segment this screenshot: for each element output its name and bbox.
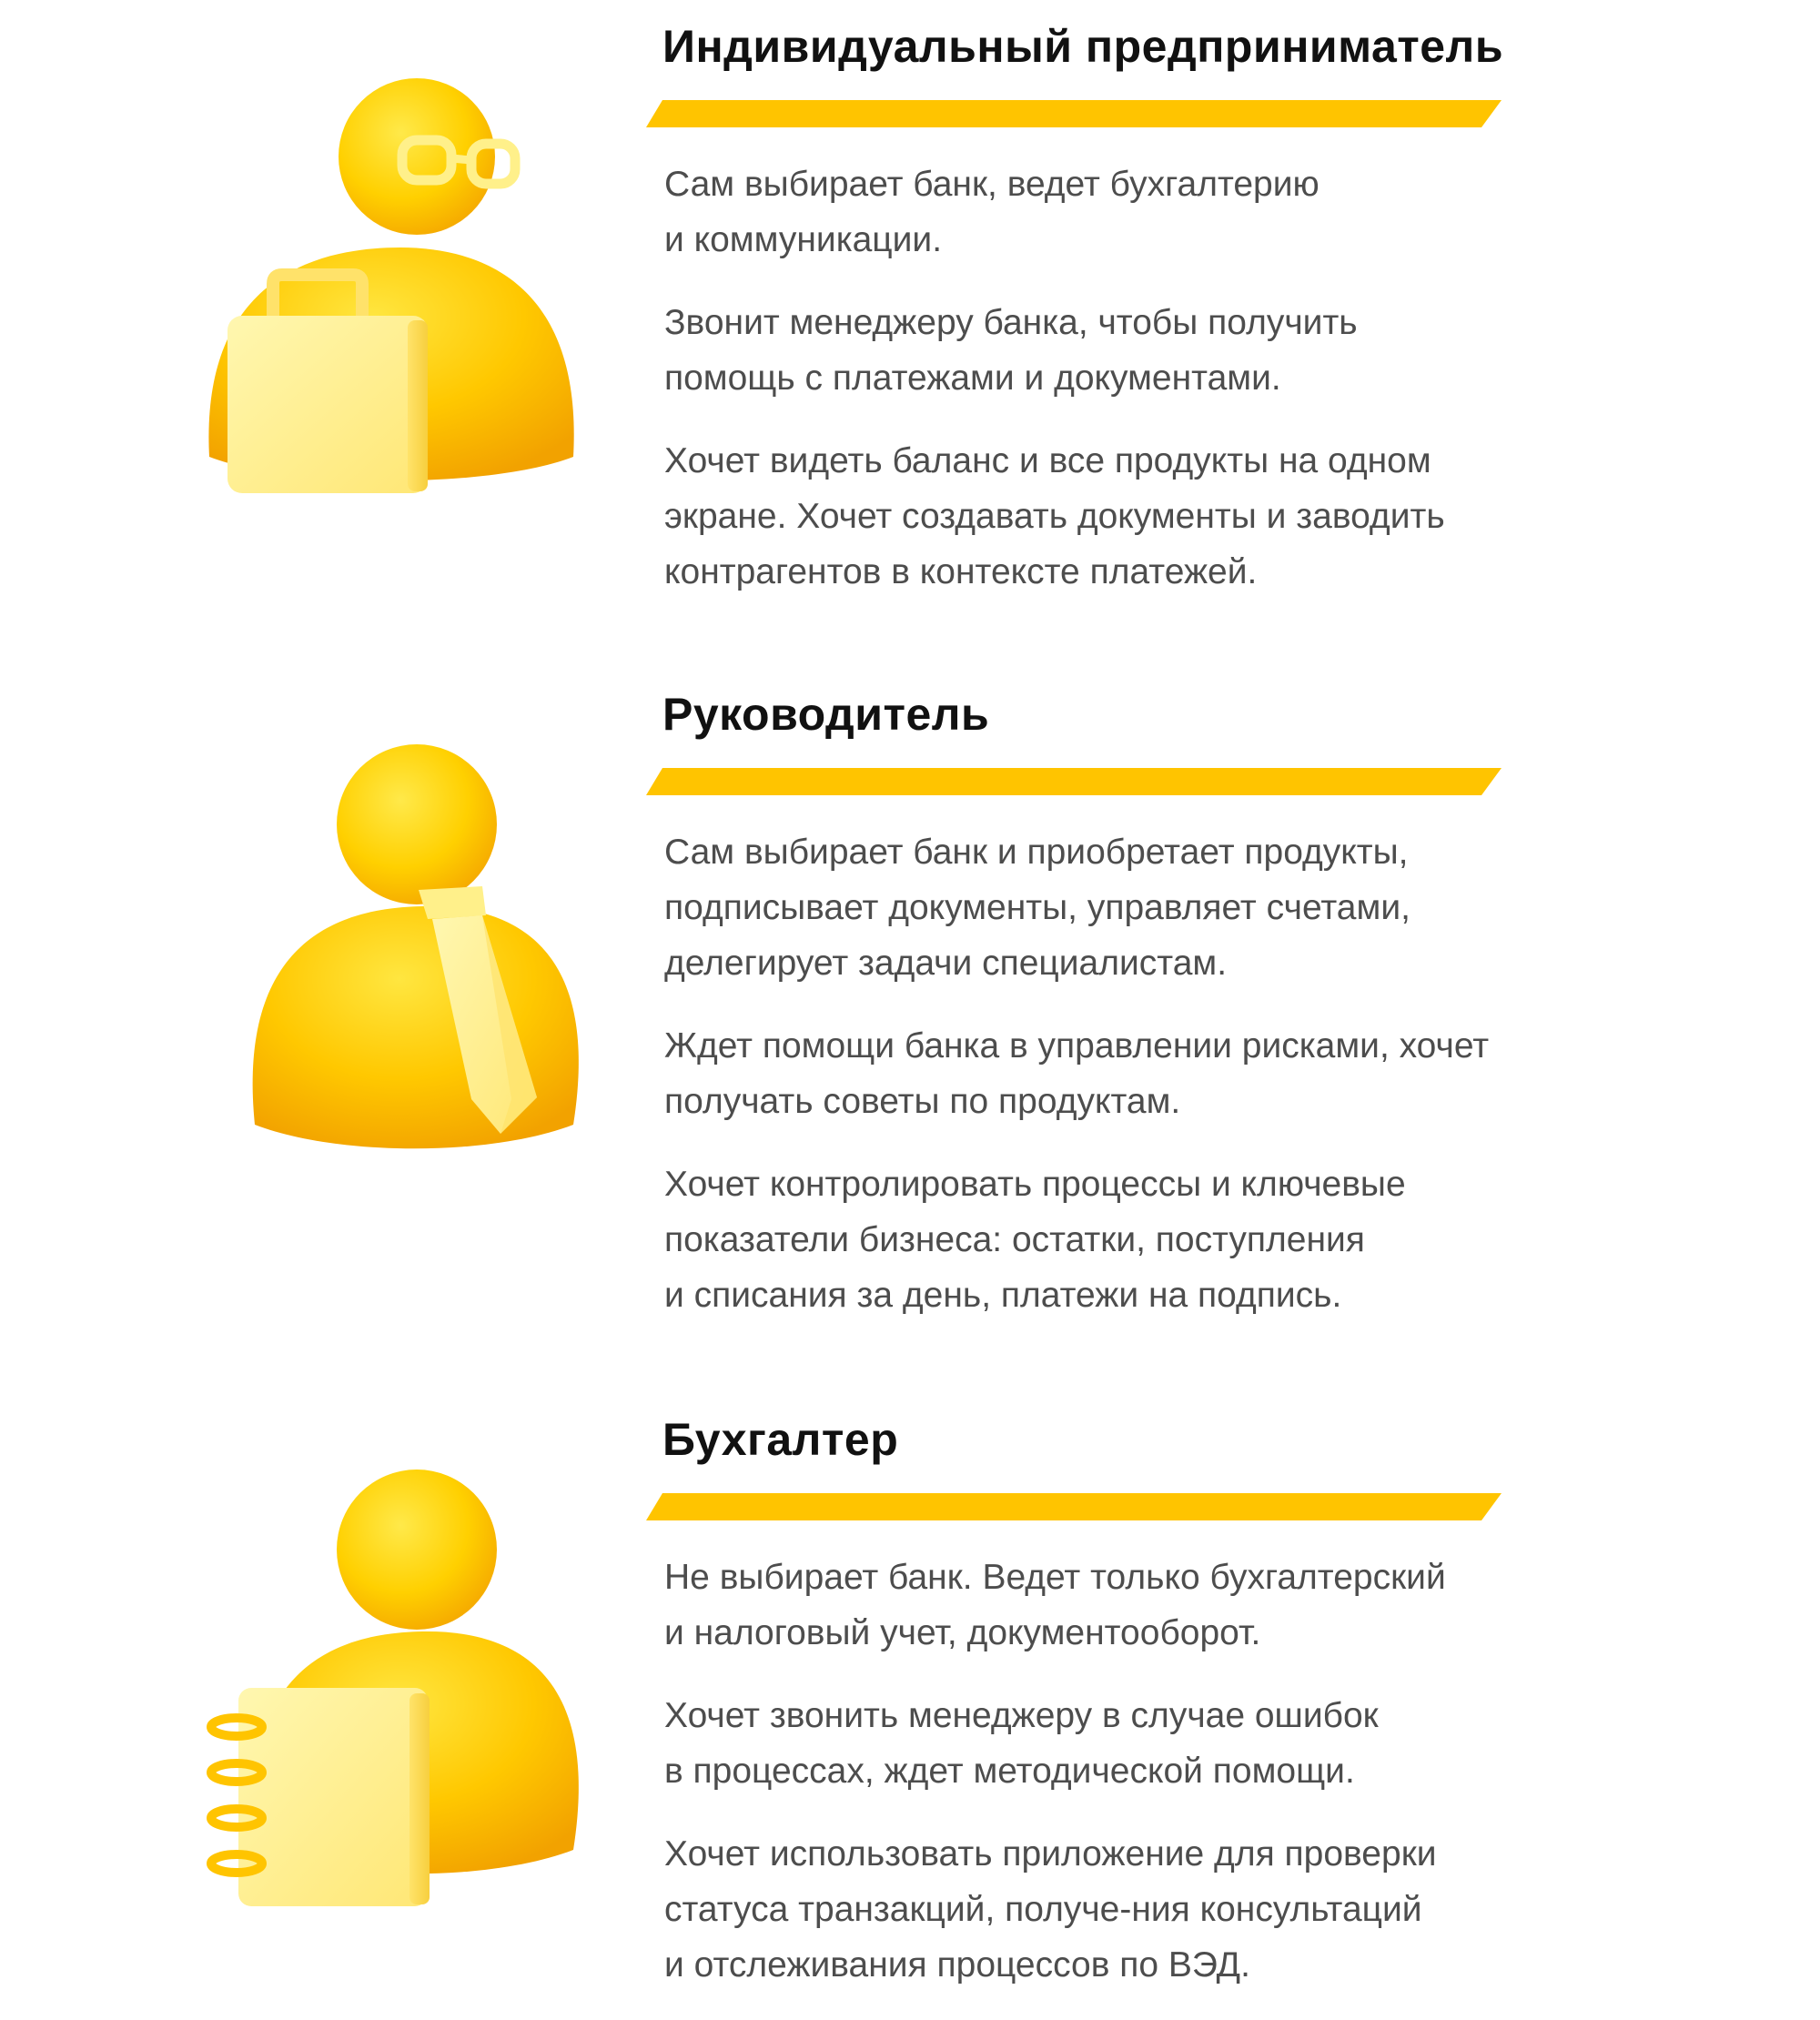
persona-title: Бухгалтер	[662, 1414, 899, 1465]
persona-description	[664, 1550, 1756, 2020]
persona-description	[664, 157, 1756, 627]
description-paragraph: Хочет контролировать процессы и ключевые показатели бизнеса: остатки, поступления и списания за день, платежи на подпись.	[664, 1165, 1406, 1315]
accent-stripe	[646, 768, 1502, 795]
description-paragraph: Хочет звонить менеджеру в случае ошибок в процессах, ждет методической помощи.	[664, 1696, 1379, 1791]
description-paragraph: Звонит менеджеру банка, чтобы получить помощь с платежами и документами.	[664, 303, 1358, 398]
accent-stripe	[646, 1493, 1502, 1520]
persona-description	[664, 824, 1756, 1350]
persona-title: Руководитель	[662, 689, 990, 740]
description-paragraph: Ждет помощи банка в управлении рисками, хочет получать советы по продуктам.	[664, 1026, 1490, 1121]
persona-title: Индивидуальный предприниматель	[662, 21, 1504, 72]
person-with-notebook-icon	[182, 1449, 601, 1923]
description-paragraph: Не выбирает банк. Ведет только бухгалтерский и налоговый учет, документооборот.	[664, 1558, 1446, 1652]
person-with-tie-icon	[182, 724, 601, 1197]
description-paragraph: Хочет видеть баланс и все продукты на одном экране. Хочет создавать документы и заводить контрагентов в контексте платежей.	[664, 441, 1445, 591]
description-paragraph: Сам выбирает банк и приобретает продукты, подписывает документы, управляет счетами, делегирует задачи специалистам.	[664, 833, 1410, 983]
person-with-glasses-and-briefcase-icon	[182, 56, 601, 530]
accent-stripe	[646, 100, 1502, 127]
description-paragraph: Сам выбирает банк, ведет бухгалтерию и коммуникации.	[664, 165, 1320, 259]
description-paragraph: Хочет использовать приложение для проверки статуса транзакций, получе-ния консультаций и отслеживания процессов по ВЭД.	[664, 1834, 1437, 1985]
